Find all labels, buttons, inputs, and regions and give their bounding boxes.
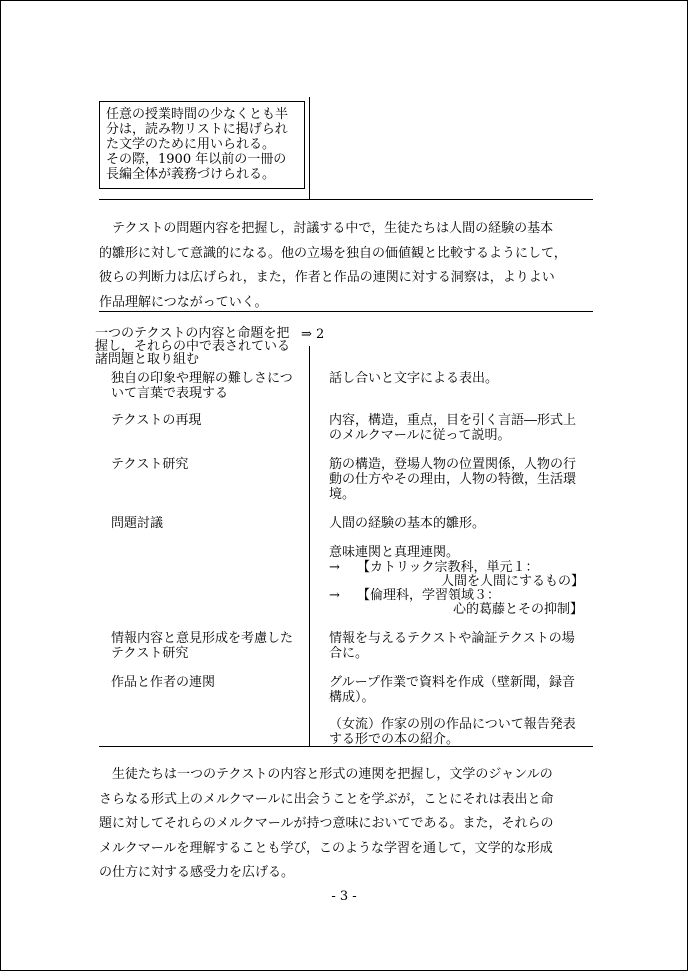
table-row-left [111,675,215,690]
cell-line: 独自の印象や理解の難しさにつ [111,371,293,386]
cell-line: 筋の構造，登場人物の位置関係，人物の行 [329,457,577,472]
main-table-top-rule [99,311,593,312]
cell-line: のメルクマールに従って説明。 [329,428,511,443]
cell-line: テクスト研究 [111,646,189,661]
table-row-left [111,631,293,661]
header-line: 一つのテクストの内容と命題を把 [95,326,290,341]
box-line: 長編全体が義務づけられる。 [106,167,276,182]
cell-line: する形での本の紹介。 [329,732,460,747]
table-row-right [329,457,576,502]
table-header-left [95,327,290,366]
table-row-left [111,413,201,428]
intro-paragraph [99,217,599,315]
paragraph-line: さらなる形式上のメルクマールに出会うことを学ぶが，ことにそれは表出と命 [99,791,554,807]
table-row-right [329,631,575,661]
cell-line: 構成）。 [329,690,375,705]
header-line: 握し，それらの中で表されている [95,339,291,354]
conclusion-paragraph [99,763,599,886]
cell-line: 動の仕方やその理由，人物の特徴，生活環 [329,472,577,487]
cell-line: テクスト研究 [111,457,189,472]
paragraph-line: メルクマールを理解することも学び，このような学習を通して，文学的な形成 [99,840,553,856]
reading-list-note-box [99,101,305,189]
cell-line: グループ作業で資料を作成（壁新聞，録音 [329,675,575,690]
paragraph-line: 題に対してそれらのメルクマールが持つ意味においてである。また，それらの [99,816,554,831]
cell-line: 境。 [329,487,356,502]
paragraph-line: 彼らの判断力は広げられ，また，作者と作品の連関に対する洞察は，よりよい [99,270,555,285]
table-row-left [111,457,188,472]
cell-line: 情報内容と意見形成を考慮した [111,631,294,646]
table-row-right [329,675,575,705]
cross-reference-line: 心的葛藤とその抑制】 [453,602,584,617]
table-row-right [329,717,576,747]
cell-line: 人間の経験の基本的雛形。 [329,516,486,531]
paragraph-line: の仕方に対する感受力を広げる。 [99,865,295,880]
table-row-right [329,516,485,531]
main-table-divider [309,346,310,746]
box-line: 分は，読み物リストに掲げられ [106,122,288,137]
cell-line: （女流）作家の別の作品について報告発表 [329,717,576,732]
box-line: た文学のために用いられる。 [106,137,276,152]
cross-reference-arrow: → [329,588,340,603]
box-line: 任意の授業時間の少なくとも半 [106,107,289,122]
box-line: その際，1900 年以前の一冊の [106,152,287,167]
table-header-marker: ⇒ 2 [301,327,325,342]
cross-reference-line: 【倫理科，学習領域３： [357,588,501,603]
table-row-left [111,516,163,531]
cell-line: 作品と作者の連関 [111,675,216,690]
cross-reference-line: 【カトリック宗教科，単元１： [357,560,539,575]
cell-line: 意味連関と真理連関。 [329,545,460,560]
cell-line: テクストの再現 [111,413,202,428]
cell-line: 情報を与えるテクストや論証テクストの場 [329,631,575,646]
paragraph-line: 生徒たちは一つのテクストの内容と形式の連関を把握し，文学のジャンルの [99,767,553,782]
cross-reference-line: 人間を人間にするもの】 [441,574,585,589]
paragraph-line: 的雛形に対して意識的になる。他の立場を独自の価値観と比較するようにして， [99,245,567,261]
table-row-left [111,371,293,401]
cell-line: 内容，構造，重点，目を引く言語―形式上 [329,413,577,428]
cell-line: 合に。 [329,646,369,661]
paragraph-line: テクストの問題内容を把握し，討議する中で，生徒たちは人間の経験の基本 [99,221,554,236]
paragraph-line: 作品理解につながっていく。 [99,294,268,310]
table-row-right [329,413,576,443]
table-row-right [329,545,459,560]
cell-line: 話し合いと文字による表出。 [329,371,499,386]
table-row-right [329,371,498,386]
cross-reference-arrow: → [329,560,340,575]
page-number: - 3 - [331,889,357,904]
top-table-divider [309,97,310,199]
cell-line: 問題討議 [111,516,164,531]
header-line: 諸問題と取り組む [95,352,200,367]
top-table-bottom-rule [99,199,593,200]
cell-line: いて言葉で表現する [111,386,229,401]
